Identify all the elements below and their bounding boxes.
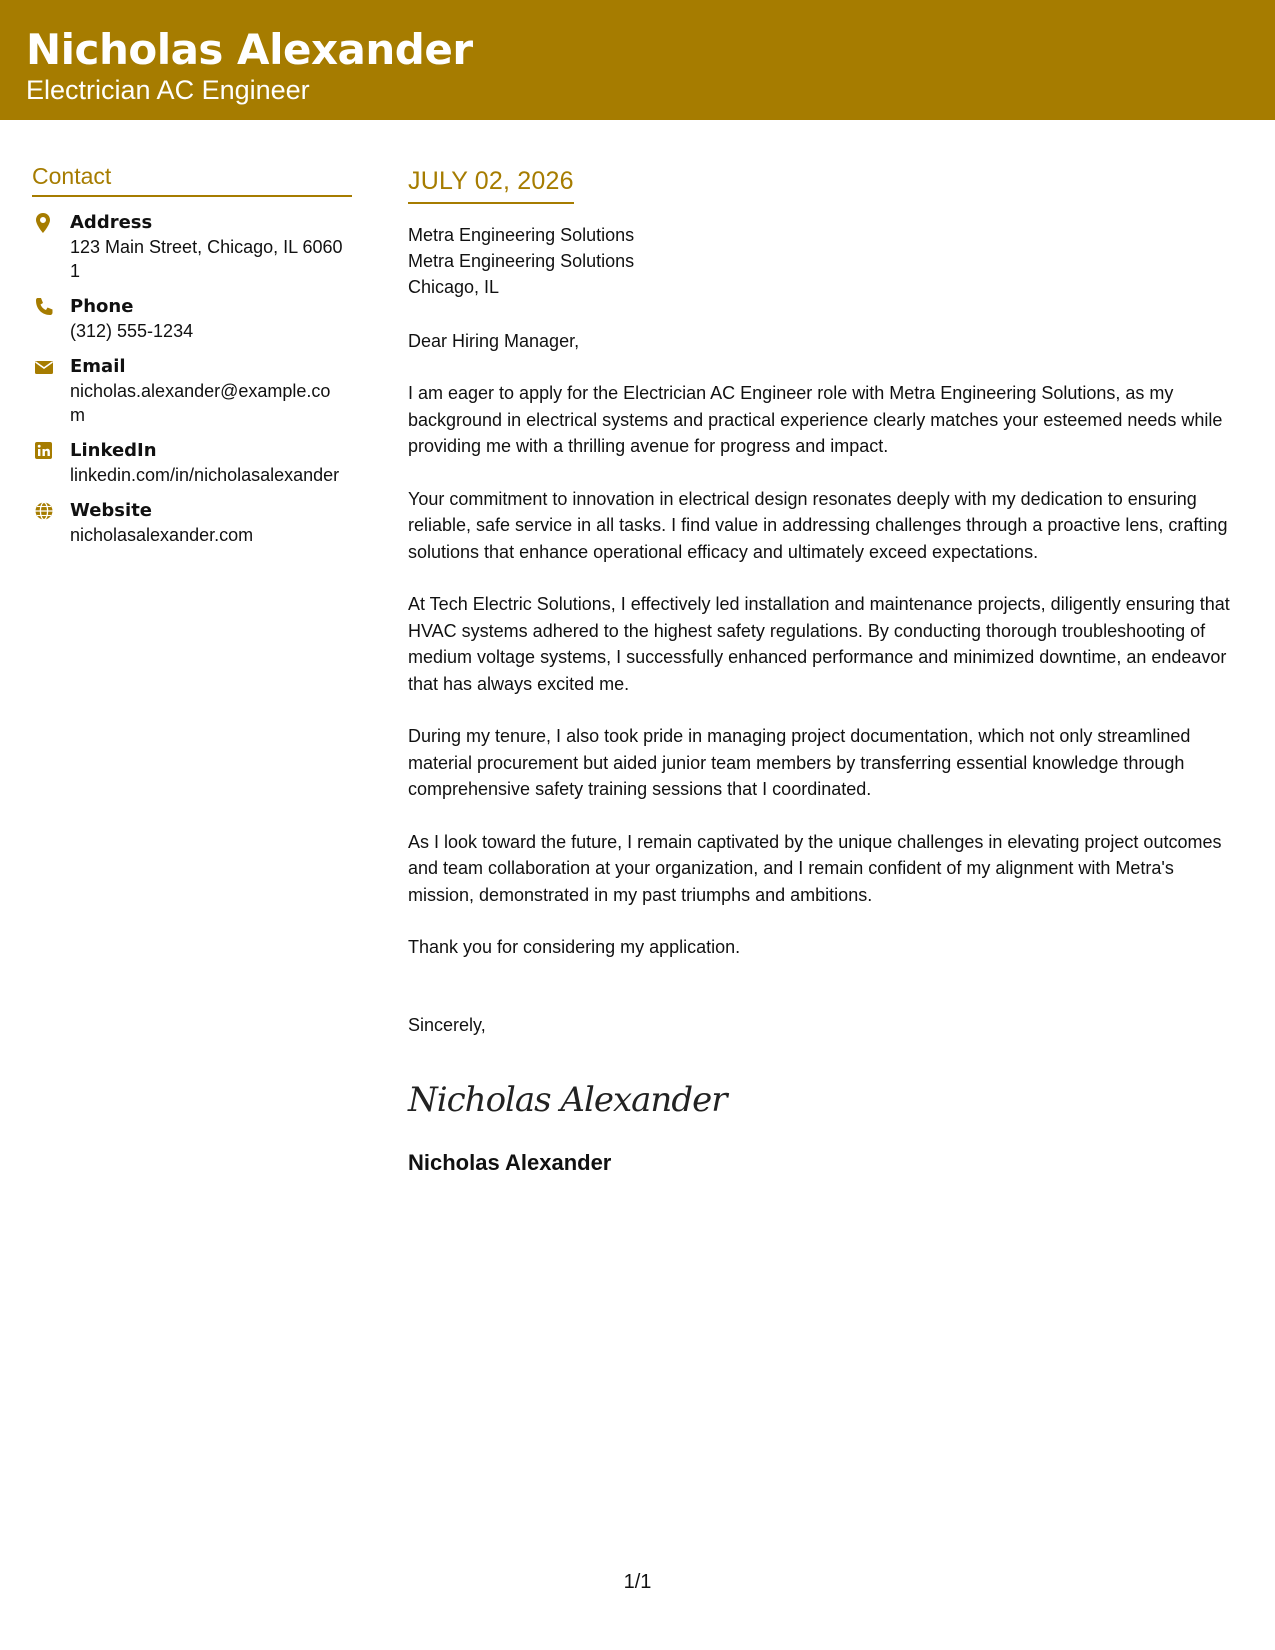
contact-label: Address (70, 212, 153, 233)
signer-name: Nicholas Alexander (408, 1150, 612, 1175)
phone-icon (34, 297, 54, 317)
signoff: Sincerely, (408, 1015, 486, 1035)
contact-value[interactable]: nicholasalexander.com (70, 525, 254, 545)
recipient-line: Metra Engineering Solutions (408, 251, 635, 271)
contact-value[interactable]: linkedin.com/in/nicholasalexander (70, 465, 340, 485)
letter-body (408, 164, 1248, 1178)
contact-value: 123 Main Street, Chicago, IL 60601 (70, 237, 343, 281)
contact-value[interactable]: nicholas.alexander@example.com (70, 381, 331, 425)
recipient-block (408, 222, 1248, 300)
letter-paragraph: As I look toward the future, I remain captivated by the unique challenges in elevating project outcomes and team collaboration at your organization, and I remain confident of my alignment with Metra's mission, demonstrated in my past triumphs and ambitions. (408, 831, 1222, 905)
contact-label: Email (70, 356, 126, 377)
contact-label: Phone (70, 296, 134, 317)
recipient-line: Chicago, IL (408, 277, 500, 297)
applicant-name: Nicholas Alexander (26, 25, 473, 74)
contact-value: (312) 555-1234 (70, 321, 194, 341)
linkedin-icon (34, 441, 54, 461)
contact-label: LinkedIn (70, 440, 157, 461)
contact-sidebar (32, 160, 352, 559)
letter-paragraph: Your commitment to innovation in electrical design resonates deeply with my dedication to ensuring reliable, safe service in all tasks. I find value in addressing challenges through a proactive lens, crafting solutions that enhance operational efficacy and ultimately exceed expectations. (408, 488, 1228, 562)
letter-date: JULY 02, 2026 (408, 164, 574, 204)
handwritten-signature: Nicholas Alexander (408, 1080, 727, 1120)
contact-linkedin (32, 439, 352, 487)
contact-phone (32, 295, 352, 343)
contact-email (32, 355, 352, 427)
page-number: 1/1 (623, 1571, 652, 1593)
letter-paragraph: I am eager to apply for the Electrician AC Engineer role with Metra Engineering Solutions, as my background in electrical systems and practical experience clearly matches your esteemed needs while providing me with a thrilling avenue for progress and impact. (408, 383, 1223, 456)
salutation: Dear Hiring Manager, (408, 331, 580, 351)
letter-paragraph: At Tech Electric Solutions, I effectively led installation and maintenance projects, diligently ensuring that HVAC systems adhered to the highest safety regulations. By conducting thorough troubleshooting of medium voltage systems, I successfully enhanced performance and minimized downtime, an endeavor that has always excited me. (408, 594, 1230, 694)
recipient-line: Metra Engineering Solutions (408, 225, 635, 245)
map-pin-icon (34, 213, 54, 233)
globe-icon (34, 501, 54, 521)
contact-section-title: Contact (32, 160, 352, 197)
letter-paragraph: During my tenure, I also took pride in managing project documentation, which not only streamlined material procurement but aided junior team members by transferring essential knowledge through comprehensive safety training sessions that I coordinated. (408, 726, 1191, 799)
contact-address (32, 211, 352, 283)
header-banner (0, 0, 1275, 120)
job-title: Electrician AC Engineer (26, 75, 310, 105)
contact-website (32, 499, 352, 547)
closing-thanks: Thank you for considering my application. (408, 937, 741, 957)
contact-label: Website (70, 500, 153, 521)
envelope-icon (34, 357, 54, 377)
